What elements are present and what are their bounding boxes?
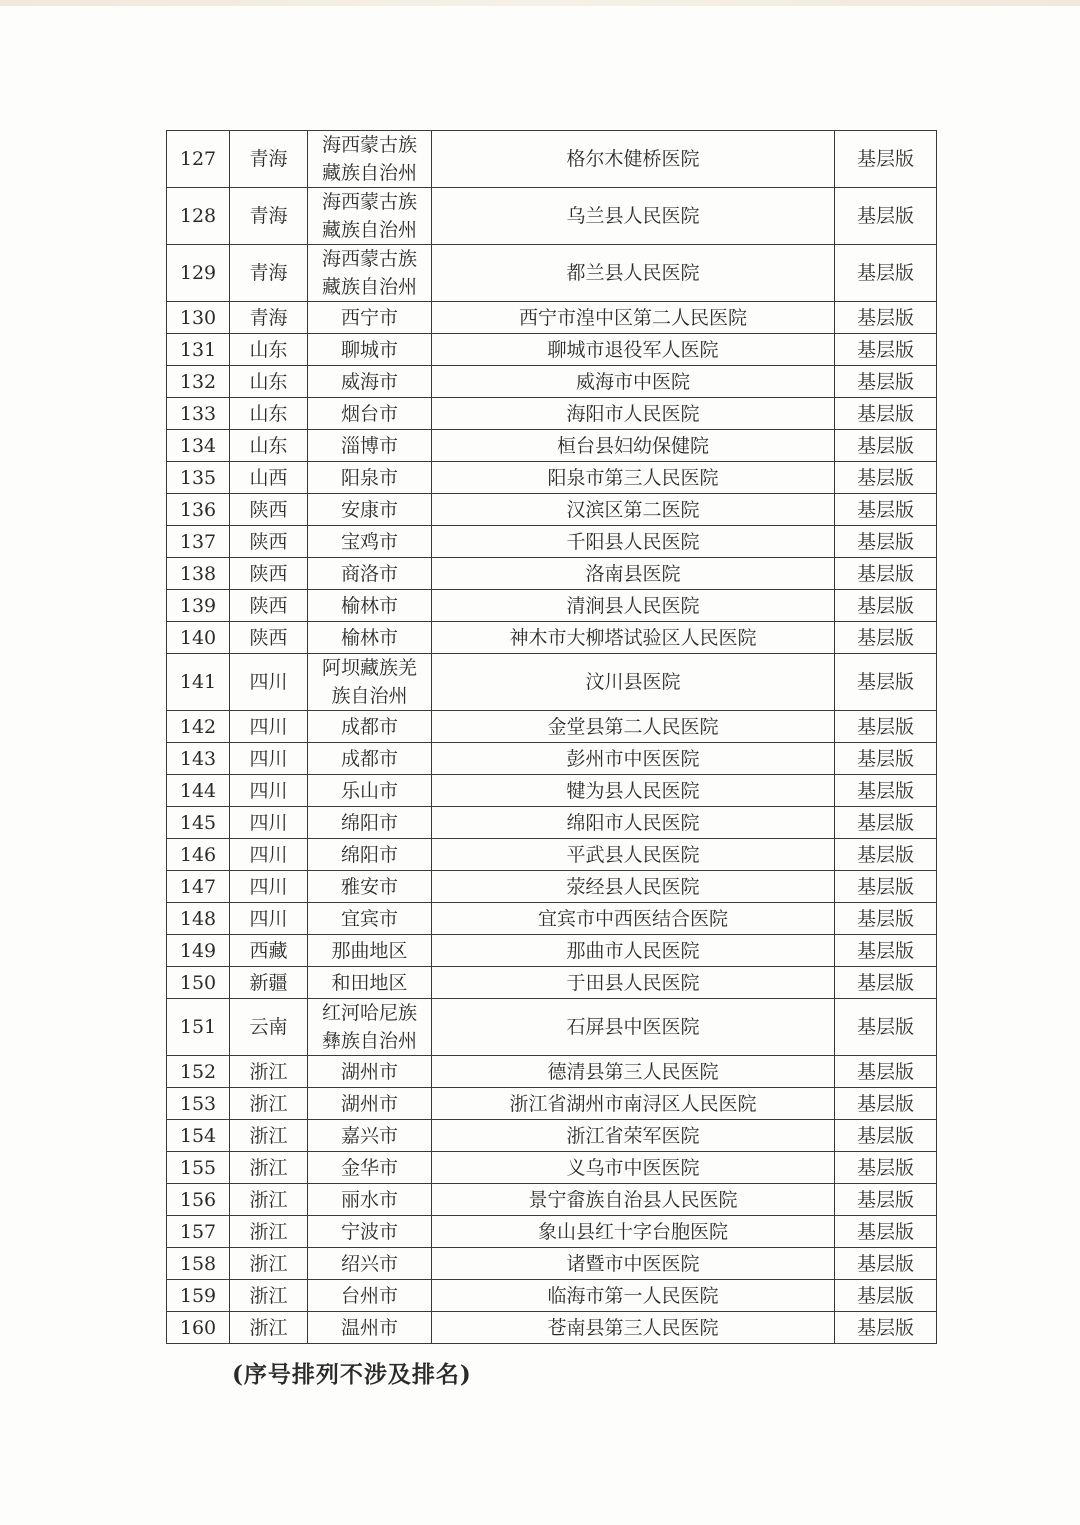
hospital-name-cell: 浙江省湖州市南浔区人民医院 <box>432 1088 835 1120</box>
row-number-cell: 156 <box>167 1184 230 1216</box>
province-cell: 山西 <box>230 462 308 494</box>
table-row <box>167 903 937 935</box>
province-cell: 浙江 <box>230 1312 308 1344</box>
hospital-name-cell: 洛南县医院 <box>432 558 835 590</box>
table-row <box>167 1312 937 1344</box>
version-cell: 基层版 <box>835 1248 937 1280</box>
hospital-name-cell: 德清县第三人民医院 <box>432 1056 835 1088</box>
version-cell: 基层版 <box>835 839 937 871</box>
city-cell: 成都市 <box>308 711 432 743</box>
province-cell: 浙江 <box>230 1120 308 1152</box>
hospital-name-cell: 诸暨市中医医院 <box>432 1248 835 1280</box>
row-number-cell: 155 <box>167 1152 230 1184</box>
table-row <box>167 526 937 558</box>
hospital-name-cell: 千阳县人民医院 <box>432 526 835 558</box>
table-row <box>167 1056 937 1088</box>
city-cell: 宁波市 <box>308 1216 432 1248</box>
province-cell: 浙江 <box>230 1152 308 1184</box>
province-cell: 陕西 <box>230 622 308 654</box>
hospital-name-cell: 都兰县人民医院 <box>432 245 835 302</box>
table-row <box>167 1152 937 1184</box>
hospital-name-cell: 石屏县中医医院 <box>432 999 835 1056</box>
table-row <box>167 1184 937 1216</box>
row-number-cell: 146 <box>167 839 230 871</box>
table-row <box>167 839 937 871</box>
province-cell: 青海 <box>230 245 308 302</box>
hospital-name-cell: 神木市大柳塔试验区人民医院 <box>432 622 835 654</box>
row-number-cell: 158 <box>167 1248 230 1280</box>
table-row <box>167 494 937 526</box>
table-row <box>167 366 937 398</box>
table-row <box>167 398 937 430</box>
hospital-table <box>166 130 937 1344</box>
version-cell: 基层版 <box>835 188 937 245</box>
city-cell: 那曲地区 <box>308 935 432 967</box>
row-number-cell: 152 <box>167 1056 230 1088</box>
city-cell: 乐山市 <box>308 775 432 807</box>
city-cell: 西宁市 <box>308 302 432 334</box>
table-row <box>167 302 937 334</box>
hospital-name-cell: 象山县红十字台胞医院 <box>432 1216 835 1248</box>
province-cell: 四川 <box>230 775 308 807</box>
page-top-edge <box>0 0 1080 6</box>
row-number-cell: 144 <box>167 775 230 807</box>
version-cell: 基层版 <box>835 935 937 967</box>
version-cell: 基层版 <box>835 131 937 188</box>
hospital-name-cell: 宜宾市中西医结合医院 <box>432 903 835 935</box>
hospital-name-cell: 浙江省荣军医院 <box>432 1120 835 1152</box>
city-line: 海西蒙古族 <box>321 134 417 156</box>
row-number-cell: 140 <box>167 622 230 654</box>
city-line: 藏族自治州 <box>321 219 417 241</box>
version-cell: 基层版 <box>835 1056 937 1088</box>
version-cell: 基层版 <box>835 1216 937 1248</box>
city-cell: 安康市 <box>308 494 432 526</box>
province-cell: 陕西 <box>230 494 308 526</box>
version-cell: 基层版 <box>835 494 937 526</box>
table-row <box>167 462 937 494</box>
version-cell: 基层版 <box>835 967 937 999</box>
version-cell: 基层版 <box>835 1312 937 1344</box>
row-number-cell: 130 <box>167 302 230 334</box>
row-number-cell: 138 <box>167 558 230 590</box>
table-row <box>167 1120 937 1152</box>
city-cell <box>308 245 432 302</box>
city-line: 红河哈尼族 <box>321 1002 417 1024</box>
hospital-name-cell: 聊城市退役军人医院 <box>432 334 835 366</box>
version-cell: 基层版 <box>835 1184 937 1216</box>
version-cell: 基层版 <box>835 711 937 743</box>
hospital-name-cell: 威海市中医院 <box>432 366 835 398</box>
version-cell: 基层版 <box>835 430 937 462</box>
version-cell: 基层版 <box>835 462 937 494</box>
city-cell: 榆林市 <box>308 622 432 654</box>
version-cell: 基层版 <box>835 871 937 903</box>
row-number-cell: 159 <box>167 1280 230 1312</box>
city-cell: 台州市 <box>308 1280 432 1312</box>
province-cell: 四川 <box>230 903 308 935</box>
version-cell: 基层版 <box>835 999 937 1056</box>
city-cell <box>308 654 432 711</box>
city-cell: 嘉兴市 <box>308 1120 432 1152</box>
hospital-name-cell: 义乌市中医医院 <box>432 1152 835 1184</box>
table-row <box>167 245 937 302</box>
hospital-table-body <box>167 131 937 1344</box>
version-cell: 基层版 <box>835 302 937 334</box>
province-cell: 陕西 <box>230 526 308 558</box>
province-cell: 四川 <box>230 871 308 903</box>
table-row <box>167 1280 937 1312</box>
city-cell <box>308 131 432 188</box>
version-cell: 基层版 <box>835 398 937 430</box>
city-cell: 淄博市 <box>308 430 432 462</box>
row-number-cell: 148 <box>167 903 230 935</box>
city-line: 藏族自治州 <box>321 162 417 184</box>
city-cell: 湖州市 <box>308 1056 432 1088</box>
province-cell: 青海 <box>230 131 308 188</box>
version-cell: 基层版 <box>835 743 937 775</box>
hospital-name-cell: 清涧县人民医院 <box>432 590 835 622</box>
version-cell: 基层版 <box>835 590 937 622</box>
hospital-name-cell: 彭州市中医医院 <box>432 743 835 775</box>
hospital-name-cell: 汶川县医院 <box>432 654 835 711</box>
province-cell: 山东 <box>230 334 308 366</box>
province-cell: 四川 <box>230 654 308 711</box>
row-number-cell: 141 <box>167 654 230 711</box>
city-cell: 烟台市 <box>308 398 432 430</box>
city-cell: 宝鸡市 <box>308 526 432 558</box>
table-row <box>167 935 937 967</box>
hospital-name-cell: 汉滨区第二医院 <box>432 494 835 526</box>
city-cell: 绍兴市 <box>308 1248 432 1280</box>
row-number-cell: 137 <box>167 526 230 558</box>
row-number-cell: 133 <box>167 398 230 430</box>
table-row <box>167 188 937 245</box>
city-cell <box>308 188 432 245</box>
table-row <box>167 622 937 654</box>
province-cell: 青海 <box>230 188 308 245</box>
row-number-cell: 128 <box>167 188 230 245</box>
province-cell: 云南 <box>230 999 308 1056</box>
hospital-name-cell: 景宁畲族自治县人民医院 <box>432 1184 835 1216</box>
version-cell: 基层版 <box>835 526 937 558</box>
city-cell: 温州市 <box>308 1312 432 1344</box>
province-cell: 四川 <box>230 839 308 871</box>
hospital-name-cell: 绵阳市人民医院 <box>432 807 835 839</box>
version-cell: 基层版 <box>835 366 937 398</box>
city-cell: 雅安市 <box>308 871 432 903</box>
row-number-cell: 154 <box>167 1120 230 1152</box>
province-cell: 浙江 <box>230 1184 308 1216</box>
row-number-cell: 139 <box>167 590 230 622</box>
row-number-cell: 142 <box>167 711 230 743</box>
hospital-name-cell: 犍为县人民医院 <box>432 775 835 807</box>
province-cell: 山东 <box>230 398 308 430</box>
province-cell: 陕西 <box>230 558 308 590</box>
row-number-cell: 149 <box>167 935 230 967</box>
version-cell: 基层版 <box>835 775 937 807</box>
city-cell: 榆林市 <box>308 590 432 622</box>
city-cell: 聊城市 <box>308 334 432 366</box>
table-row <box>167 334 937 366</box>
version-cell: 基层版 <box>835 334 937 366</box>
province-cell: 浙江 <box>230 1248 308 1280</box>
row-number-cell: 136 <box>167 494 230 526</box>
hospital-name-cell: 金堂县第二人民医院 <box>432 711 835 743</box>
row-number-cell: 135 <box>167 462 230 494</box>
table-row <box>167 775 937 807</box>
version-cell: 基层版 <box>835 1152 937 1184</box>
version-cell: 基层版 <box>835 1088 937 1120</box>
province-cell: 四川 <box>230 807 308 839</box>
row-number-cell: 132 <box>167 366 230 398</box>
hospital-name-cell: 于田县人民医院 <box>432 967 835 999</box>
hospital-name-cell: 苍南县第三人民医院 <box>432 1312 835 1344</box>
hospital-name-cell: 海阳市人民医院 <box>432 398 835 430</box>
city-cell: 阳泉市 <box>308 462 432 494</box>
city-line: 藏族自治州 <box>321 276 417 298</box>
city-cell: 和田地区 <box>308 967 432 999</box>
province-cell: 陕西 <box>230 590 308 622</box>
province-cell: 浙江 <box>230 1088 308 1120</box>
row-number-cell: 153 <box>167 1088 230 1120</box>
hospital-name-cell: 桓台县妇幼保健院 <box>432 430 835 462</box>
hospital-name-cell: 西宁市湟中区第二人民医院 <box>432 302 835 334</box>
province-cell: 山东 <box>230 430 308 462</box>
row-number-cell: 143 <box>167 743 230 775</box>
row-number-cell: 160 <box>167 1312 230 1344</box>
province-cell: 四川 <box>230 743 308 775</box>
table-row <box>167 131 937 188</box>
province-cell: 浙江 <box>230 1216 308 1248</box>
version-cell: 基层版 <box>835 622 937 654</box>
table-row <box>167 654 937 711</box>
province-cell: 新疆 <box>230 967 308 999</box>
city-cell: 宜宾市 <box>308 903 432 935</box>
table-row <box>167 871 937 903</box>
table-row <box>167 1088 937 1120</box>
row-number-cell: 131 <box>167 334 230 366</box>
province-cell: 浙江 <box>230 1280 308 1312</box>
province-cell: 西藏 <box>230 935 308 967</box>
version-cell: 基层版 <box>835 903 937 935</box>
province-cell: 山东 <box>230 366 308 398</box>
version-cell: 基层版 <box>835 245 937 302</box>
city-line: 海西蒙古族 <box>321 248 417 270</box>
row-number-cell: 127 <box>167 131 230 188</box>
row-number-cell: 145 <box>167 807 230 839</box>
province-cell: 四川 <box>230 711 308 743</box>
hospital-name-cell: 临海市第一人民医院 <box>432 1280 835 1312</box>
hospital-name-cell: 乌兰县人民医院 <box>432 188 835 245</box>
version-cell: 基层版 <box>835 1280 937 1312</box>
city-cell: 成都市 <box>308 743 432 775</box>
row-number-cell: 147 <box>167 871 230 903</box>
city-cell: 金华市 <box>308 1152 432 1184</box>
city-line: 族自治州 <box>331 685 408 707</box>
city-cell <box>308 999 432 1056</box>
table-row <box>167 967 937 999</box>
city-cell: 威海市 <box>308 366 432 398</box>
city-cell: 湖州市 <box>308 1088 432 1120</box>
row-number-cell: 151 <box>167 999 230 1056</box>
hospital-name-cell: 荥经县人民医院 <box>432 871 835 903</box>
version-cell: 基层版 <box>835 654 937 711</box>
table-row <box>167 1248 937 1280</box>
city-cell: 绵阳市 <box>308 839 432 871</box>
table-row <box>167 807 937 839</box>
city-line: 海西蒙古族 <box>321 191 417 213</box>
table-row <box>167 590 937 622</box>
table-row <box>167 999 937 1056</box>
city-cell: 绵阳市 <box>308 807 432 839</box>
hospital-name-cell: 平武县人民医院 <box>432 839 835 871</box>
city-cell: 丽水市 <box>308 1184 432 1216</box>
version-cell: 基层版 <box>835 1120 937 1152</box>
province-cell: 浙江 <box>230 1056 308 1088</box>
row-number-cell: 150 <box>167 967 230 999</box>
table-row <box>167 711 937 743</box>
table-row <box>167 430 937 462</box>
table-row <box>167 1216 937 1248</box>
city-cell: 商洛市 <box>308 558 432 590</box>
city-line: 阿坝藏族羌 <box>321 657 417 679</box>
table-row <box>167 558 937 590</box>
hospital-name-cell: 阳泉市第三人民医院 <box>432 462 835 494</box>
hospital-name-cell: 格尔木健桥医院 <box>432 131 835 188</box>
table-row <box>167 743 937 775</box>
province-cell: 青海 <box>230 302 308 334</box>
city-line: 彝族自治州 <box>321 1030 417 1052</box>
hospital-name-cell: 那曲市人民医院 <box>432 935 835 967</box>
row-number-cell: 129 <box>167 245 230 302</box>
row-number-cell: 157 <box>167 1216 230 1248</box>
footnote: (序号排列不涉及排名) <box>232 1361 472 1388</box>
version-cell: 基层版 <box>835 807 937 839</box>
version-cell: 基层版 <box>835 558 937 590</box>
row-number-cell: 134 <box>167 430 230 462</box>
